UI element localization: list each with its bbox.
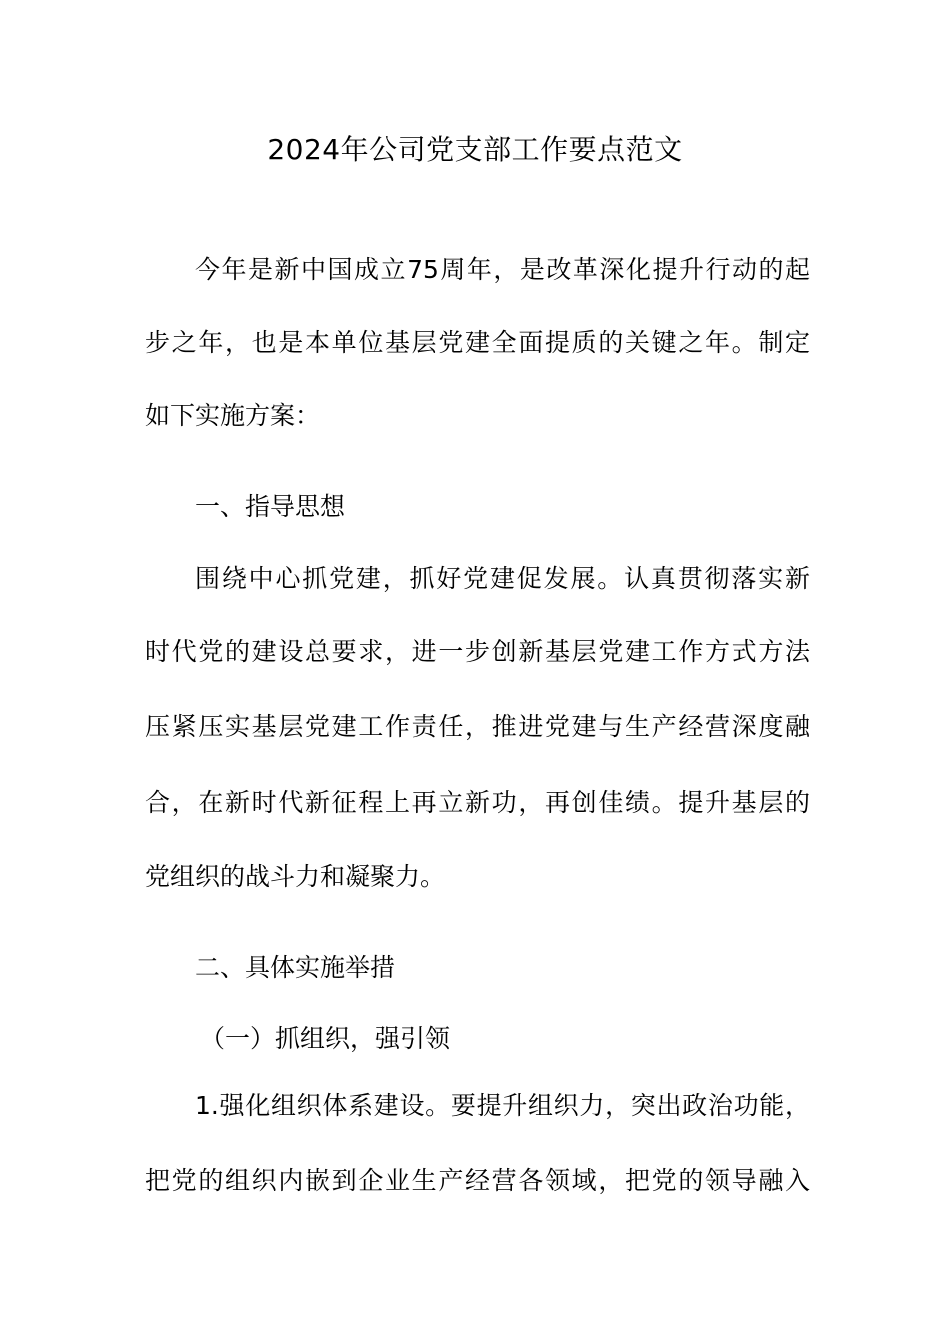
paragraph-line: 围绕中心抓党建，抓好党建促发展。认真贯彻落实新 (195, 564, 810, 593)
subsection-heading: （一）抓组织，强引领 (200, 1024, 451, 1053)
paragraph-line: 压紧压实基层党建工作责任，推进党建与生产经营深度融 (145, 712, 810, 741)
paragraph-line: 党组织的战斗力和凝聚力。 (145, 862, 446, 891)
paragraph-line: 1.强化组织体系建设。要提升组织力，突出政治功能， (195, 1091, 810, 1120)
paragraph-line: 今年是新中国成立75周年，是改革深化提升行动的起 (195, 255, 810, 284)
paragraph-line: 如下实施方案： (145, 401, 321, 430)
paragraph-line: 时代党的建设总要求，进一步创新基层党建工作方式方法 (145, 637, 810, 666)
document-title: 2024年公司党支部工作要点范文 (267, 133, 683, 166)
paragraph-line: 合，在新时代新征程上再立新功，再创佳绩。提升基层的 (145, 788, 810, 817)
section-heading: 一、指导思想 (195, 492, 346, 521)
paragraph-line: 把党的组织内嵌到企业生产经营各领域，把党的领导融入 (145, 1166, 810, 1195)
section-heading: 二、具体实施举措 (195, 953, 396, 982)
paragraph-line: 步之年，也是本单位基层党建全面提质的关键之年。制定 (145, 328, 810, 357)
